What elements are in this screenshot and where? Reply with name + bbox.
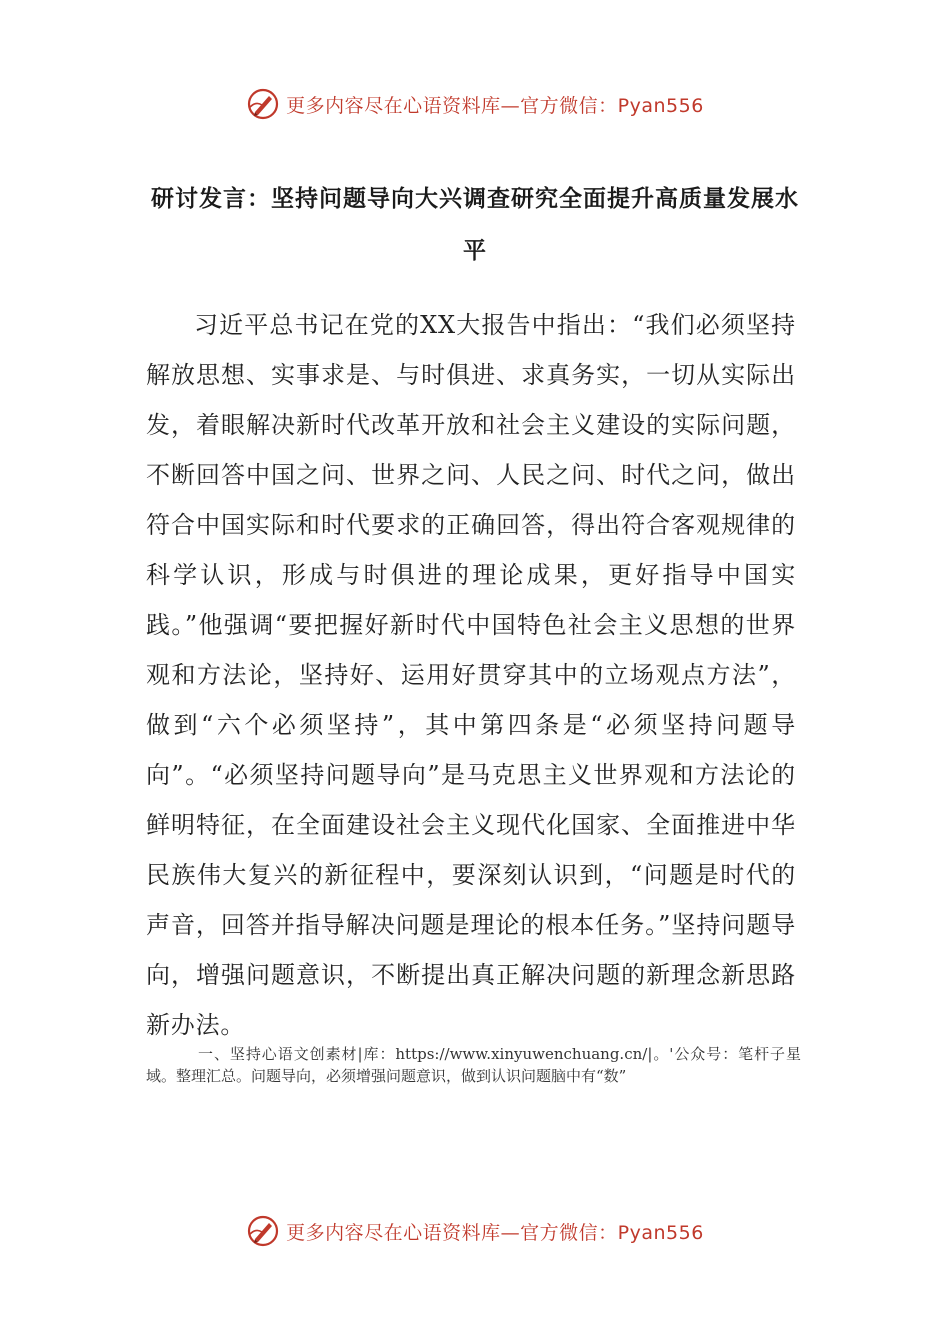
watermark-text: 更多内容尽在心语资料库—官方微信：Pyan556: [286, 1221, 704, 1244]
section-heading-paragraph: 一、坚持心语文创素材|库：https://www.xinyuwenchuang.cn/|。'公众号：笔杆子星域。整理汇总。问题导向，必须增强问题意识，做到认识问题脑中有“数”: [146, 1045, 801, 1085]
document-title: 研讨发言：坚持问题导向大兴调查研究全面提升高质量发展水平: [151, 186, 799, 264]
pen-logo-icon: [246, 87, 280, 121]
body-paragraph: 习近平总书记在党的XX大报告中指出：“我们必须坚持解放思想、实事求是、与时俱进、求真务实，一切从实际出发，着眼解决新时代改革开放和社会主义建设的实际问题，不断回答中国之问、世界之问、人民之问、时代之问，做出符合中国实际和时代要求的正确回答，得出符合客观规律的科学认识，形成与时俱进的理论成果，更好指导中国实践。”他强调“要把握好新时代中国特色社会主义思想的世界观和方法论，坚持好、运用好贯穿其中的立场观点方法”，做到“六个必须坚持”，其中第四条是“必须坚持问题导向”。“必须坚持问题导向”是马克思主义世界观和方法论的鲜明特征，在全面建设社会主义现代化国家、全面推进中华民族伟大复兴的新征程中，要深刻认识到，“问题是时代的声音，回答并指导解决问题是理论的根本任务。”坚持问题导向，增强问题意识，不断提出真正解决问题的新理念新思路新办法。: [146, 311, 796, 1039]
pen-logo-icon: [246, 1214, 280, 1248]
header-watermark: [0, 84, 950, 124]
watermark-wechat-id: Pyan556: [617, 94, 704, 117]
footer-watermark: [0, 1211, 950, 1251]
watermark-text: 更多内容尽在心语资料库—官方微信：Pyan556: [286, 94, 704, 117]
watermark-wechat-id: Pyan556: [617, 1221, 704, 1244]
